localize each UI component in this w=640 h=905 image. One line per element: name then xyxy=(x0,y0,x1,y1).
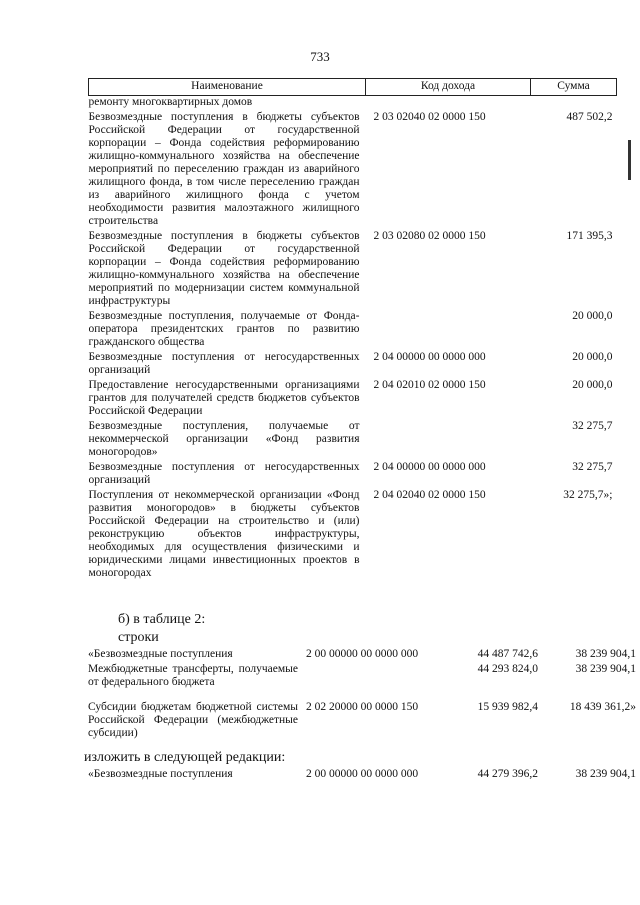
row-sum: 32 275,7 xyxy=(572,461,613,473)
header-name: Наименование xyxy=(89,79,366,96)
revenue-table xyxy=(88,78,617,582)
row-sum: 20 000,0 xyxy=(572,310,613,322)
table-row xyxy=(89,351,617,379)
row-name: Межбюджетные трансферты, получаемые от федерального бюджета xyxy=(88,663,298,688)
row-sum: 20 000,0 xyxy=(572,379,613,391)
row-code: 2 04 00000 00 0000 000 xyxy=(373,351,486,363)
table-header-row xyxy=(89,79,617,96)
row-value-1: 15 939 982,4 xyxy=(477,701,538,713)
row-code: 2 03 02040 02 0000 150 xyxy=(373,111,486,123)
row-name: Субсидии бюджетам бюджетной системы Российской Федерации (межбюджетные субсидии) xyxy=(88,701,298,739)
row-code: 2 04 00000 00 0000 000 xyxy=(373,461,486,473)
table2-old-rows xyxy=(88,648,636,742)
row-sum: 32 275,7 xyxy=(572,420,613,432)
row-code: 2 00 00000 00 0000 000 xyxy=(306,648,419,660)
section-b-subtitle: строки xyxy=(118,630,159,645)
row-code xyxy=(366,310,531,351)
row-name: Безвозмездные поступления от негосударственных организаций xyxy=(88,351,360,376)
row-value-2: 38 239 904,1 xyxy=(575,768,636,780)
row-code: 2 02 20000 00 0000 150 xyxy=(306,701,419,713)
row-code xyxy=(366,420,531,461)
header-sum: Сумма xyxy=(531,79,617,96)
row-name: Предоставление негосударственными организациями грантов для получателей средств бюджетов субъектов Российской Федерации xyxy=(88,379,360,417)
row-name: Безвозмездные поступления в бюджеты субъектов Российской Федерации от государственной корпорации – Фонда содействия реформированию жилищно-коммунального хозяйства на обеспечение мероприятий по переселению граждан из аварийного жилищного фонда, в том числе переселению граждан из аварийного жилищного фонда с учетом необходимости развития малоэтажного жилищного строительства xyxy=(88,111,360,227)
row-name: «Безвозмездные поступления xyxy=(88,768,233,780)
table-row xyxy=(89,379,617,420)
row-code xyxy=(366,96,531,112)
table-row xyxy=(89,461,617,489)
table-row xyxy=(89,310,617,351)
row-code: 2 03 02080 02 0000 150 xyxy=(373,230,486,242)
table-row xyxy=(89,230,617,310)
row-name: «Безвозмездные поступления xyxy=(88,648,233,660)
row-value-2: 38 239 904,1 xyxy=(575,648,636,660)
page-number: 733 xyxy=(310,49,330,64)
row-name: ремонту многоквартирных домов xyxy=(88,96,253,108)
row-code: 2 04 02010 02 0000 150 xyxy=(373,379,486,391)
table2-new-rows xyxy=(88,768,636,783)
section-b-title: б) в таблице 2: xyxy=(118,612,206,627)
row-sum: 171 395,3 xyxy=(566,230,613,242)
row-value-1: 44 487 742,6 xyxy=(477,648,538,660)
row-code: 2 00 00000 00 0000 000 xyxy=(306,768,419,780)
row-value-1: 44 293 824,0 xyxy=(477,663,538,675)
row-value-1: 44 279 396,2 xyxy=(477,768,538,780)
row-sum: 487 502,2 xyxy=(566,111,613,123)
table-row xyxy=(89,96,617,112)
row-name: Поступления от некоммерческой организации «Фонд развития моногородов» в бюджеты субъектов Российской Федерации на строительство и (или) реконструкцию объектов инфраструктуры, необходимых для осуществления физическими и юридическими лицами инвестиционных проектов в моногородах xyxy=(88,489,360,579)
row-code: 2 04 02040 02 0000 150 xyxy=(373,489,486,501)
row-sum: 32 275,7»; xyxy=(563,489,613,501)
row-code xyxy=(306,663,436,691)
table-row xyxy=(88,663,636,691)
header-code: Код дохода xyxy=(366,79,531,96)
row-name: Безвозмездные поступления в бюджеты субъектов Российской Федерации от государственной корпорации – Фонда содействия реформированию жилищно-коммунального хозяйства на обеспечение мероприятий по модернизации систем коммунальной инфраструктуры xyxy=(88,230,360,307)
table-row xyxy=(88,648,636,663)
row-name: Безвозмездные поступления, получаемые от некоммерческой организации «Фонд развития моногородов» xyxy=(88,420,360,458)
row-sum: 20 000,0 xyxy=(572,351,613,363)
table-row xyxy=(88,768,636,783)
row-value-2: 38 239 904,1 xyxy=(575,663,636,675)
row-name: Безвозмездные поступления от негосударственных организаций xyxy=(88,461,360,486)
table-row xyxy=(89,420,617,461)
table-row xyxy=(89,111,617,230)
instruction-text: изложить в следующей редакции: xyxy=(84,750,286,765)
table-row xyxy=(89,489,617,582)
row-name: Безвозмездные поступления, получаемые от Фонда-оператора президентских грантов по развитию гражданского общества xyxy=(88,310,360,348)
table-row xyxy=(88,691,636,742)
scan-edge-mark xyxy=(628,140,631,180)
row-sum xyxy=(531,96,617,112)
row-value-2: 18 439 361,2» xyxy=(569,701,636,713)
